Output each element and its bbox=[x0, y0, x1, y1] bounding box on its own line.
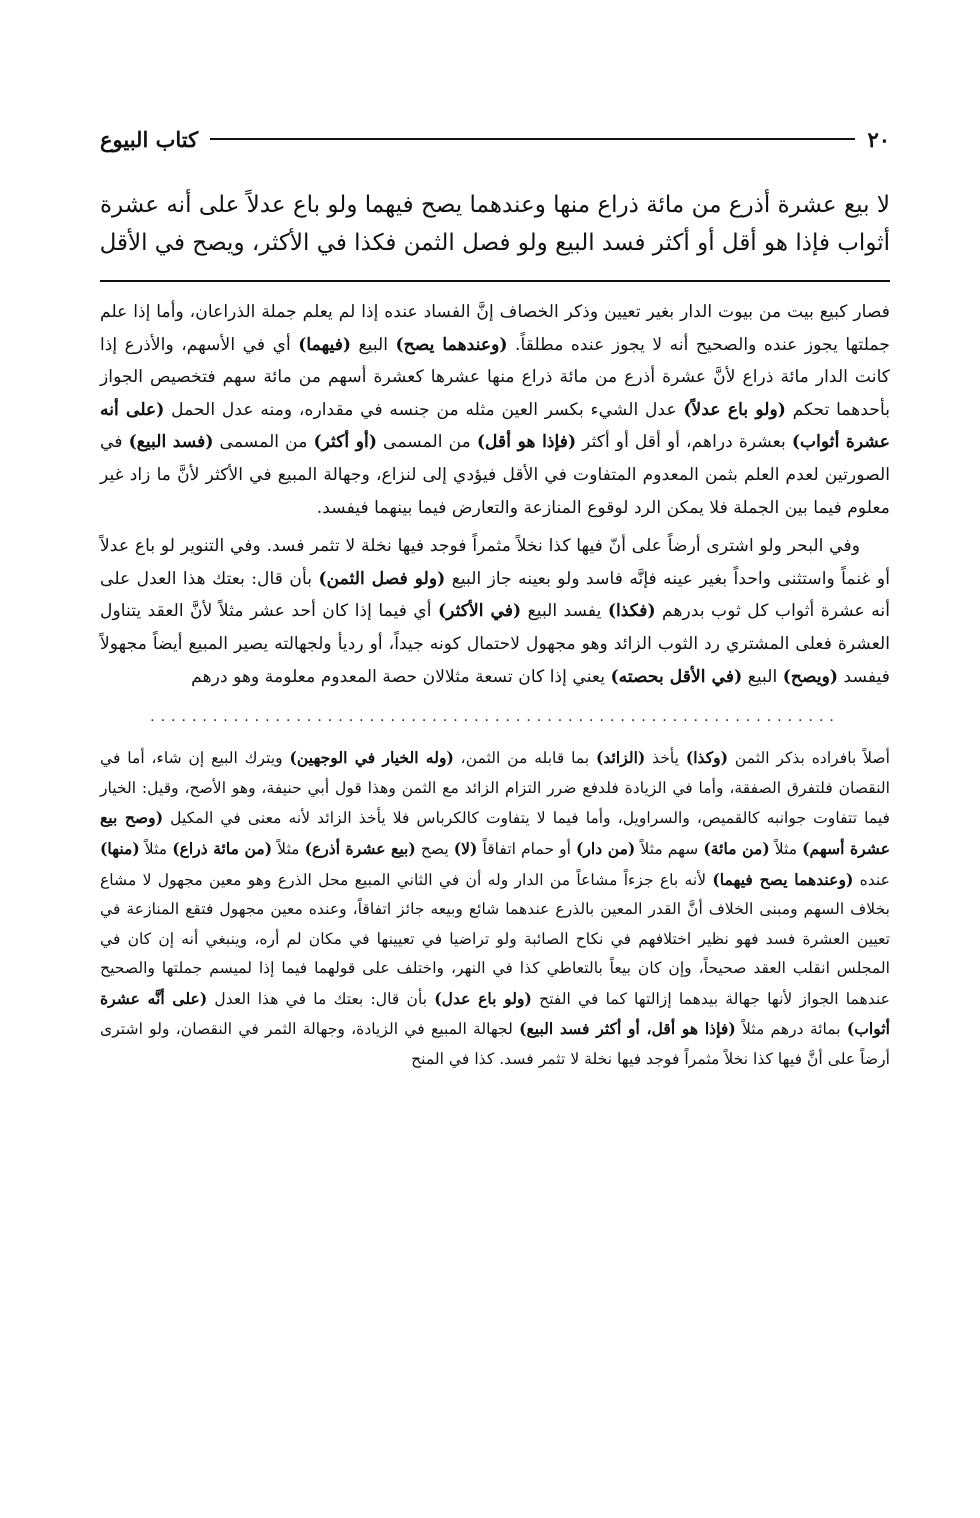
text-run: بأن قال: بعتك هذا العدل على أنه عشرة أثواب كل ثوب بدرهم bbox=[100, 568, 890, 622]
text-run: أي في الأسهم، والأذرع إذا كانت الدار مائة ذراع لأنَّ عشرة أذرع من مائة ذراع منها عشرها كعشرة أسهم من مائة سهم فتخصيص الجواز بأحدهما تحكم bbox=[100, 334, 890, 420]
commentary-paragraph-1 bbox=[100, 296, 890, 524]
text-run: بما قابله من الثمن، bbox=[453, 749, 596, 768]
bold-quoted-text: (وعندهما يصح فيهما) bbox=[712, 869, 854, 889]
bold-quoted-text: (وكذا) bbox=[685, 748, 729, 768]
bold-quoted-text: (على أنَّه عشرة أثواب) bbox=[100, 988, 890, 1039]
text-run: مثلاً bbox=[139, 839, 173, 858]
text-run: مثلاً bbox=[272, 839, 305, 858]
bold-quoted-text: (من دار) bbox=[576, 838, 636, 858]
bold-quoted-text: (الزائد) bbox=[595, 748, 646, 768]
bold-quoted-text: (في الأكثر) bbox=[438, 601, 522, 622]
main-text-line-2: أثواب فإذا هو أقل أو أكثر فسد البيع ولو فصل الثمن فكذا في الأكثر، ويصح في الأقل bbox=[99, 230, 890, 256]
text-run: يعني إذا كان تسعة مثلالان حصة المعدوم معلومة وهو درهم bbox=[191, 666, 611, 687]
text-run: أو حمام اتفاقاً bbox=[477, 839, 577, 858]
bold-quoted-text: (من مائة ذراع) bbox=[172, 838, 273, 858]
bold-quoted-text: (فإذا هو أقل، أو أكثر فسد البيع) bbox=[519, 1019, 736, 1039]
footnote-commentary bbox=[100, 743, 890, 1075]
text-run: وفي البحر ولو اشترى أرضاً على أنّ فيها كذا نخلاً مثمراً فوجد فيها نخلة لا تثمر فسد. وفي التنوير لو باع عدلاً أو غنماً واستثنى واحداً بغير عينه فإنَّه فاسد ولو بعينه جاز البيع bbox=[100, 536, 890, 589]
text-run: ويترك البيع إن شاء، أما في النقصان فلتفرق الصفقة، وأما في الزيادة فلدفع ضرر التزام الزائد مع الثمن وهذا قول أبي حنيفة، وهو الأصح، وقيل: الخيار فيما تتفاوت جوانبه كالقميص، والسراويل، وأما فيما لا يتفاوت كالكرباس فلا يأخذ الزائد لأنه معنى في المكيل bbox=[100, 749, 890, 828]
bold-quoted-text: (منها) bbox=[100, 838, 140, 858]
text-run: بأن قال: بعتك ما في هذا العدل bbox=[207, 989, 435, 1008]
text-run: البيع bbox=[351, 334, 396, 355]
bold-quoted-text: (على أنه عشرة أثواب) bbox=[100, 399, 890, 453]
text-run: لأنه باع جزءاً مشاعاً من الدار وله أن في الثاني المبيع محل الذرع وهو معين مجهول لا مشاع بخلاف السهم ومبنى الخلاف أنَّ القدر المعين بالذرع عندهما شائع وبيعه جائز اتفاقاً، وعنده معين مجهول فتقع المنازعة في تعيين العشرة فسد فهو نظير اختلافهم في نكاح الصائبة ولو تراضيا في تعيينها في مكان لم أره، وينبغي أنه إن كان في المجلس انقلب العقد صحيحاً، وإن كان بيعاً بالتعاطي كذا في النهر، واختلف على قولهما فيما إذا لميسم جملتها والصحيح عندهما الجواز لأنها جهالة بيدهما إزالتها كما في الفتح bbox=[100, 870, 890, 1008]
bold-quoted-text: (فيهما) bbox=[298, 334, 352, 355]
text-run: أصلاً بافراده بذكر الثمن bbox=[728, 749, 890, 768]
bold-quoted-text: (وله الخيار في الوجهين) bbox=[289, 748, 454, 768]
bold-quoted-text: (وعندهما يصح) bbox=[395, 334, 508, 355]
text-run: بعشرة دراهم، أو أقل أو أكثر bbox=[576, 432, 792, 453]
text-run: سهم مثلاً bbox=[635, 839, 704, 858]
bold-quoted-text: (ويصح) bbox=[782, 666, 839, 687]
running-header bbox=[100, 118, 890, 160]
text-run: مثلاً bbox=[769, 839, 803, 858]
dotted-separator: .................................................................. bbox=[150, 709, 840, 726]
commentary-separator-rule bbox=[100, 280, 890, 282]
text-run: بمائة درهم مثلاً bbox=[735, 1020, 847, 1039]
bold-quoted-text: (فكذا) bbox=[607, 601, 656, 622]
book-title: كتاب البيوع bbox=[100, 126, 199, 152]
commentary bbox=[100, 296, 890, 693]
text-run: أي فيما إذا كان أحد عشر مثلاً لأنَّ العقد يتناول العشرة فعلى المشتري رد الثوب الزائد وهو مجهول لاحتمال كونه جيداً، أو رديأ ولجهالته يصير المبيع أيضاً مجهولاً فيفسد bbox=[100, 601, 890, 687]
bold-quoted-text: (في الأقل بحصته) bbox=[610, 666, 743, 687]
text-run: من المسمى bbox=[376, 432, 477, 453]
bold-quoted-text: (فإذا هو أقل) bbox=[476, 432, 577, 453]
page-number: ٢٠ bbox=[867, 126, 890, 152]
text-run: فصار كبيع بيت من بيوت الدار بغير تعيين وذكر الخصاف إنَّ الفساد عنده إذا لم يعلم جملة الذراعان، وأما إذا علم جملتها يجوز عنده والصحيح أنه لا يجوز عنده مطلقاً. bbox=[100, 302, 890, 355]
footnote-paragraph bbox=[100, 743, 890, 1075]
text-run: من المسمى bbox=[213, 432, 314, 453]
book-page bbox=[100, 118, 890, 1075]
bold-quoted-text: (ولو فصل الثمن) bbox=[318, 568, 446, 589]
main-text bbox=[100, 186, 890, 262]
bold-quoted-text: (من مائة) bbox=[703, 838, 770, 858]
main-text-line-1: لا بيع عشرة أذرع من مائة ذراع منها وعندهما يصح فيهما ولو باع عدلاً على أنه عشرة bbox=[100, 192, 890, 218]
text-run: في الصورتين لعدم العلم بثمن المعدوم المتفاوت في الأقل فيؤدي إلى لنزاع، وجهالة المبيع في الأكثر لأنَّ ما زاد غير معلوم فيما بين الجملة فلا يمكن الرد لوقوع المنازعة والتعارض فيما بينهما فيفسد. bbox=[100, 432, 890, 518]
text-run: البيع bbox=[742, 666, 783, 687]
bold-quoted-text: (لا) bbox=[453, 838, 478, 858]
text-run: يصح bbox=[415, 839, 454, 858]
text-run: يأخذ bbox=[645, 749, 686, 768]
text-run: عدل الشيء بكسر العين مثله من جنسه في مقداره، ومنه عدل الحمل bbox=[164, 399, 684, 420]
bold-quoted-text: (فسد البيع) bbox=[128, 432, 214, 453]
bold-quoted-text: (بيع عشرة أذرع) bbox=[304, 838, 416, 858]
header-rule bbox=[210, 138, 855, 140]
commentary-paragraph-2 bbox=[100, 530, 890, 693]
text-run: لجهالة المبيع في الزيادة، وجهالة الثمر في النقصان، ولو اشترى أرضاً على أنَّ فيها كذا نخلاً مثمراً فوجد فيها نخلة لا تثمر فسد. كذا في المنح bbox=[100, 1020, 890, 1069]
bold-quoted-text: (وصح بيع عشرة أسهم) bbox=[100, 808, 890, 858]
text-run: عنده bbox=[853, 870, 890, 889]
bold-quoted-text: (ولو باع عدل) bbox=[434, 988, 532, 1008]
text-run: يفسد البيع bbox=[521, 601, 608, 622]
bold-quoted-text: (ولو باع عدلاً) bbox=[683, 399, 786, 420]
bold-quoted-text: (أو أكثر) bbox=[313, 432, 377, 453]
